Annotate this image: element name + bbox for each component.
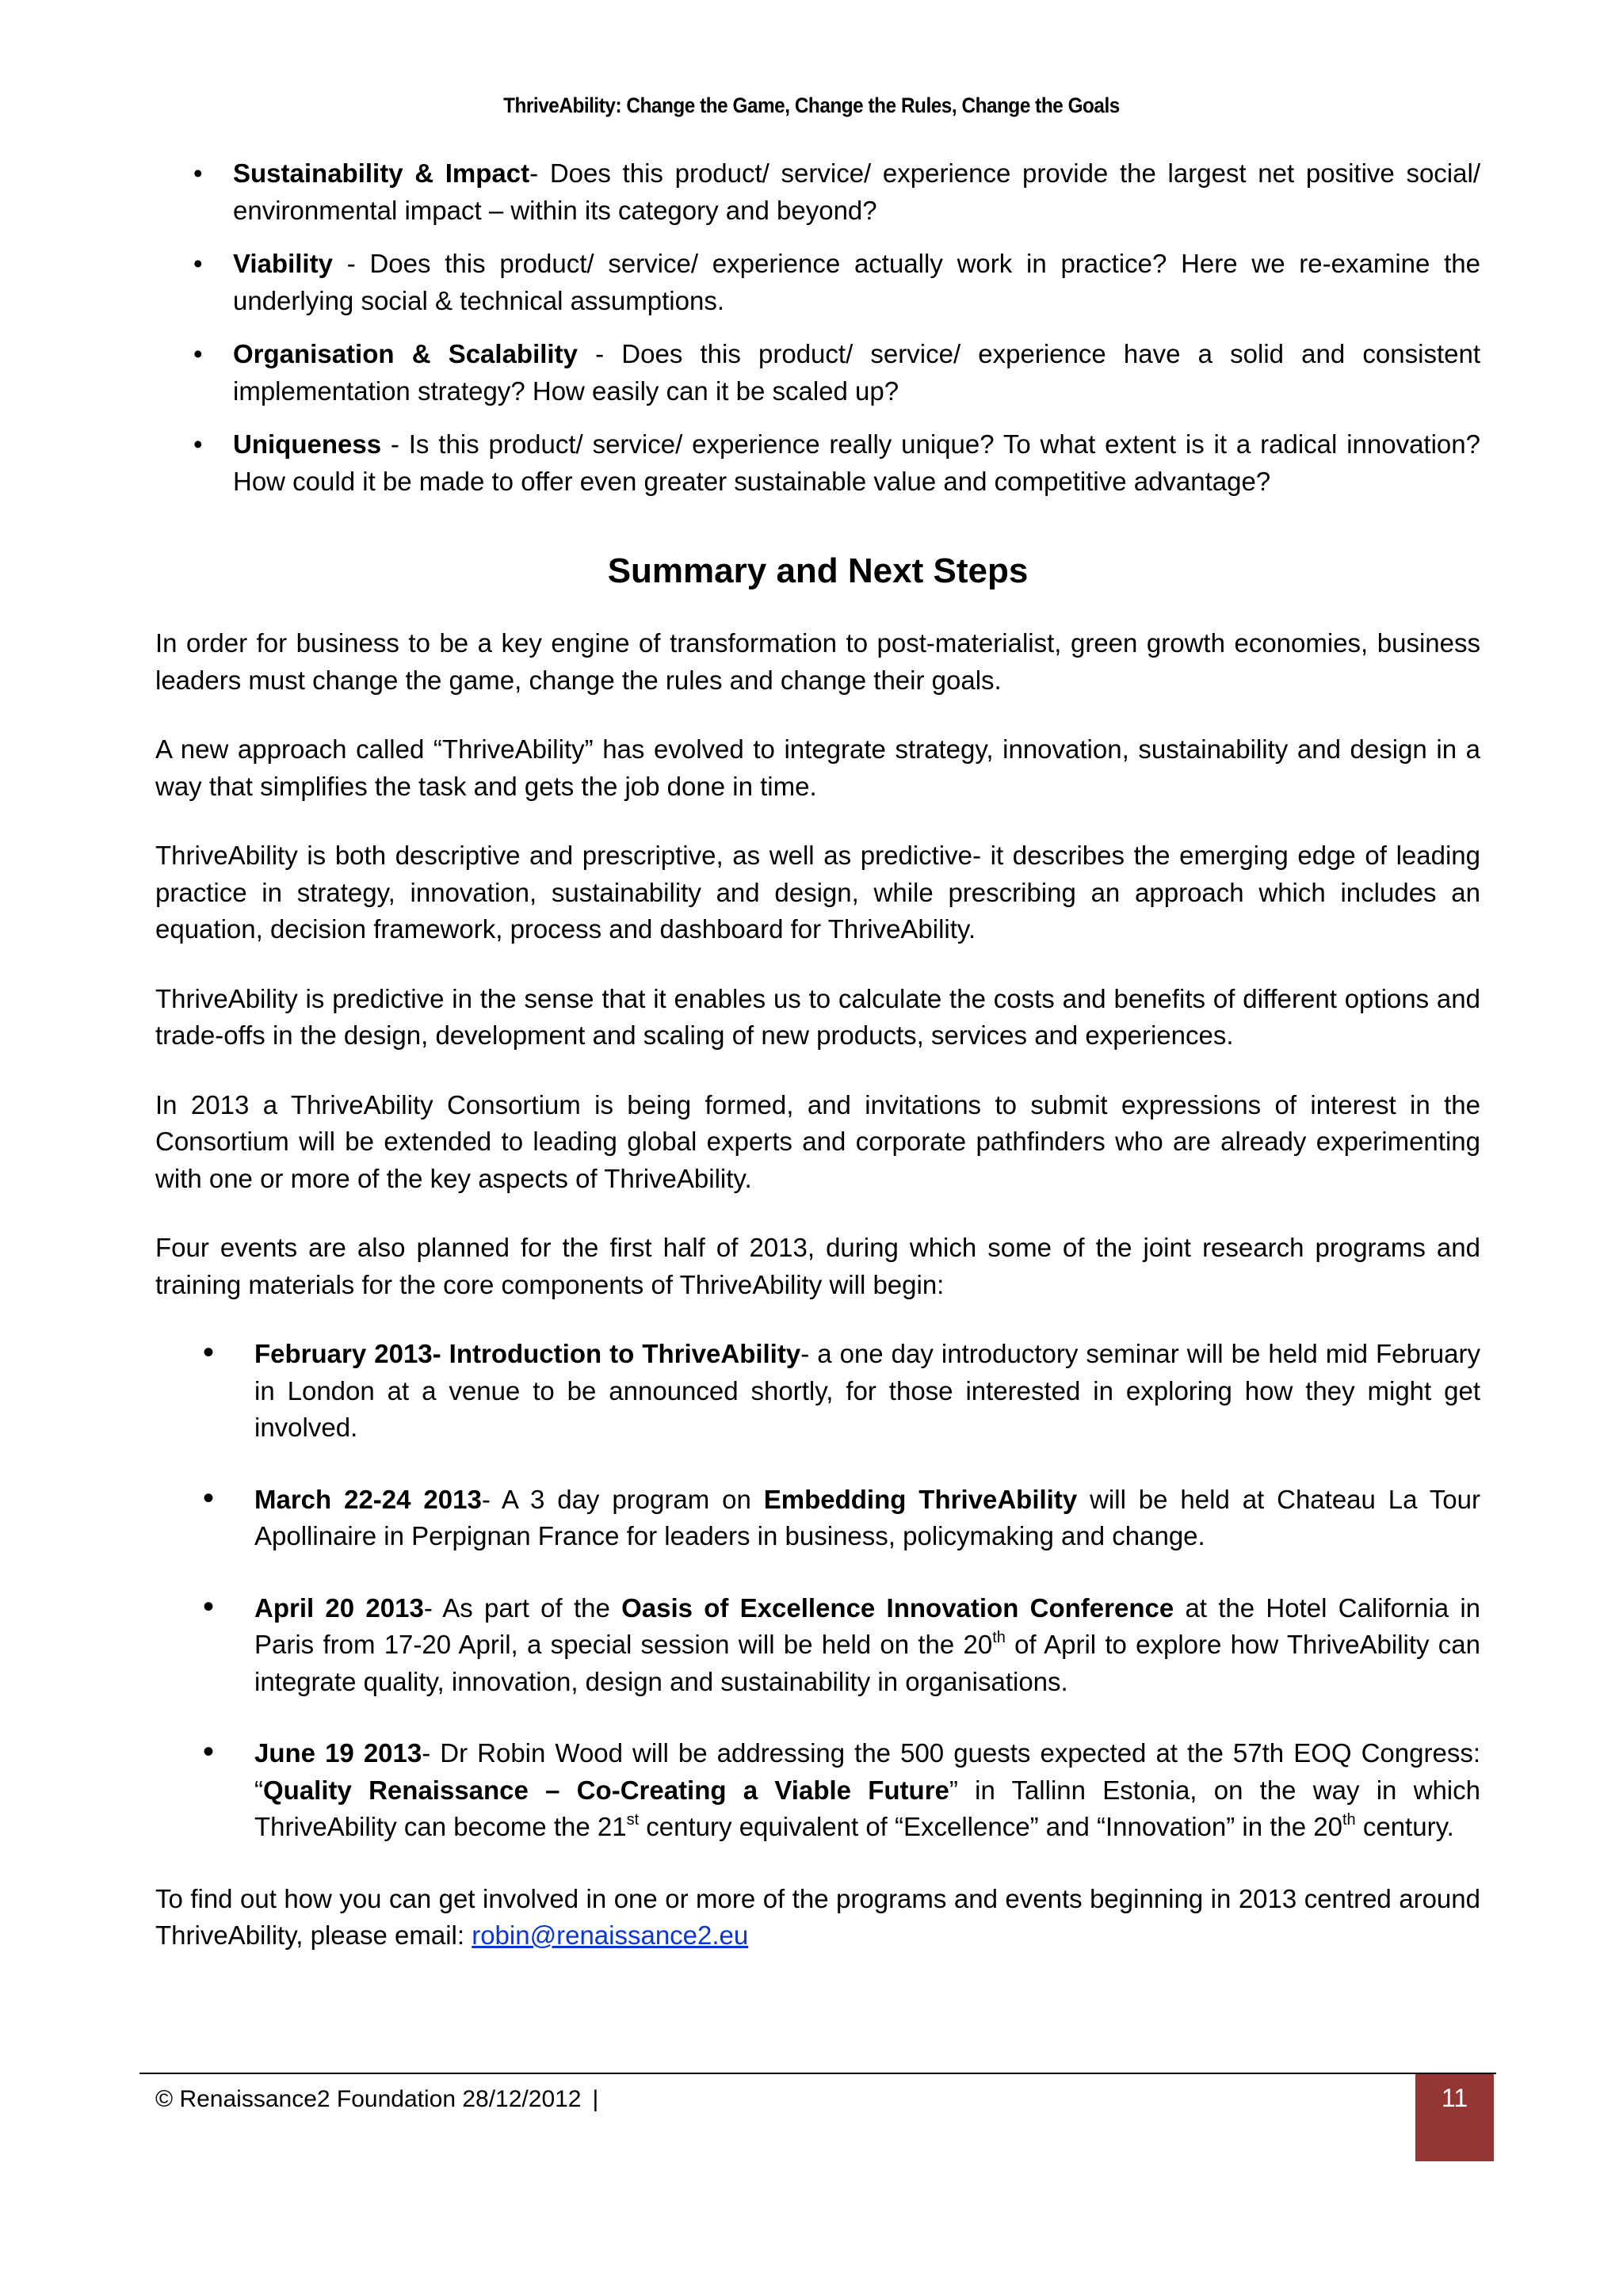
email-link[interactable]: robin@renaissance2.eu bbox=[472, 1920, 749, 1950]
footer-divider bbox=[139, 2073, 1496, 2074]
page-content bbox=[155, 155, 1480, 1955]
event-text: will be held at Chateau La Tour Apollinaire in Perpignan France for leaders in business, policymaking and change. bbox=[254, 1484, 1480, 1550]
ordinal-suffix: st bbox=[626, 1811, 640, 1829]
ordinal-suffix: th bbox=[1342, 1811, 1356, 1829]
page-number-badge: 11 bbox=[1415, 2074, 1494, 2161]
criteria-term: Uniqueness bbox=[233, 429, 382, 459]
summary-paragraph: In 2013 a ThriveAbility Consortium is being formed, and invitations to submit expressions of interest in the Consortium will be extended to leading global experts and corporate pathfinders who are already experimenting with one or more of the key aspects of ThriveAbility. bbox=[155, 1089, 1480, 1193]
criteria-text: - Is this product/ service/ experience really unique? To what extent is it a radical innovation? How could it be made to offer even greater sustainable value and competitive advantage? bbox=[233, 429, 1480, 496]
event-term: February 2013- Introduction to ThriveAbility bbox=[254, 1339, 801, 1368]
criteria-text: - Does this product/ service/ experience provide the largest net positive social/ environmental impact – within its category and beyond? bbox=[233, 158, 1480, 225]
criteria-term: Sustainability & Impact bbox=[233, 158, 530, 188]
criteria-term: Organisation & Scalability bbox=[233, 339, 578, 368]
bullet-icon: • bbox=[203, 1734, 215, 1769]
event-text: at the Hotel California in Paris from 17-20 April, a special session will be held on the 20 bbox=[254, 1592, 1481, 1659]
event-item-march bbox=[155, 1482, 1480, 1555]
bullet-icon: • bbox=[193, 249, 203, 278]
event-text: of April to explore how ThriveAbility can integrate quality, innovation, design and sustainability in organisations. bbox=[254, 1630, 1480, 1696]
summary-paragraph: A new approach called “ThriveAbility” has evolved to integrate strategy, innovation, sustainability and design in a way that simplifies the task and gets the job done in time. bbox=[155, 734, 1480, 801]
criteria-list bbox=[155, 155, 1480, 500]
criteria-item-uniqueness bbox=[155, 426, 1480, 500]
summary-paragraph: ThriveAbility is both descriptive and prescriptive, as well as predictive- it describes the emerging edge of leading practice in strategy, innovation, sustainability and design, while prescribing an approach which includes an equation, decision framework, process and dashboard for ThriveAbility. bbox=[155, 841, 1480, 944]
event-bold: Quality Renaissance – Co-Creating a Viable Future bbox=[263, 1775, 949, 1805]
event-text: - a one day introductory seminar will be held mid February in London at a venue to be announced shortly, for those interested in exploring how they might get involved. bbox=[254, 1339, 1481, 1442]
criteria-text: - Does this product/ service/ experience have a solid and consistent implementation strategy? How easily can it be scaled up? bbox=[233, 339, 1480, 406]
bullet-icon: • bbox=[203, 1335, 215, 1370]
event-term: April 20 2013 bbox=[254, 1592, 424, 1623]
summary-paragraph: In order for business to be a key engine of transformation to post-materialist, green growth economies, business leaders must change the game, change the rules and change their goals. bbox=[155, 628, 1480, 695]
bullet-icon: • bbox=[203, 1589, 215, 1624]
footer-copyright: © Renaissance2 Foundation 28/12/2012 bbox=[155, 2086, 582, 2112]
closing-text: To find out how you can get involved in one or more of the programs and events beginning in 2013 centred around ThriveAbility, please email: bbox=[155, 1883, 1480, 1950]
event-text: ” in Tallinn Estonia, on the way in which ThriveAbility can become the 21 bbox=[254, 1775, 1480, 1841]
footer bbox=[155, 2085, 598, 2114]
event-bold: Embedding ThriveAbility bbox=[763, 1484, 1078, 1514]
criteria-item-sustainability bbox=[155, 155, 1480, 229]
event-text: century. bbox=[1355, 1812, 1454, 1841]
event-term: March 22-24 2013 bbox=[254, 1484, 482, 1514]
footer-separator: | bbox=[592, 2086, 599, 2112]
event-item-april bbox=[155, 1590, 1480, 1701]
event-text: - A 3 day program on bbox=[481, 1484, 764, 1514]
criteria-text: - Does this product/ service/ experience actually work in practice? Here we re-examine the underlying social & technical assumptions. bbox=[233, 249, 1480, 315]
event-item-february bbox=[155, 1336, 1480, 1447]
summary-paragraph: ThriveAbility is predictive in the sense that it enables us to calculate the costs and benefits of different options and trade-offs in the design, development and scaling of new products, services and experiences. bbox=[155, 983, 1480, 1050]
running-header: ThriveAbility: Change the Game, Change the Rules, Change the Goals bbox=[503, 93, 1120, 117]
bullet-icon: • bbox=[193, 158, 203, 188]
ordinal-suffix: th bbox=[992, 1629, 1006, 1646]
events-list bbox=[155, 1336, 1480, 1846]
bullet-icon: • bbox=[193, 429, 203, 459]
bullet-icon: • bbox=[203, 1480, 215, 1516]
closing-paragraph bbox=[155, 1881, 1480, 1955]
criteria-item-viability bbox=[155, 246, 1480, 319]
section-heading: Summary and Next Steps bbox=[607, 551, 1029, 590]
event-item-june bbox=[155, 1735, 1480, 1846]
summary-paragraph: Four events are also planned for the first half of 2013, during which some of the joint research programs and training materials for the core components of ThriveAbility will begin: bbox=[155, 1233, 1480, 1299]
criteria-item-organisation bbox=[155, 336, 1480, 410]
event-term: June 19 2013 bbox=[254, 1738, 422, 1768]
bullet-icon: • bbox=[193, 339, 203, 368]
criteria-term: Viability bbox=[233, 249, 333, 278]
event-bold: Oasis of Excellence Innovation Conference bbox=[621, 1592, 1174, 1623]
event-text: - Dr Robin Wood will be addressing the 500 guests expected at the 57th EOQ Congress: “ bbox=[254, 1738, 1480, 1805]
event-text: century equivalent of “Excellence” and “Innovation” in the 20 bbox=[639, 1812, 1342, 1841]
event-text: - As part of the bbox=[423, 1592, 622, 1623]
